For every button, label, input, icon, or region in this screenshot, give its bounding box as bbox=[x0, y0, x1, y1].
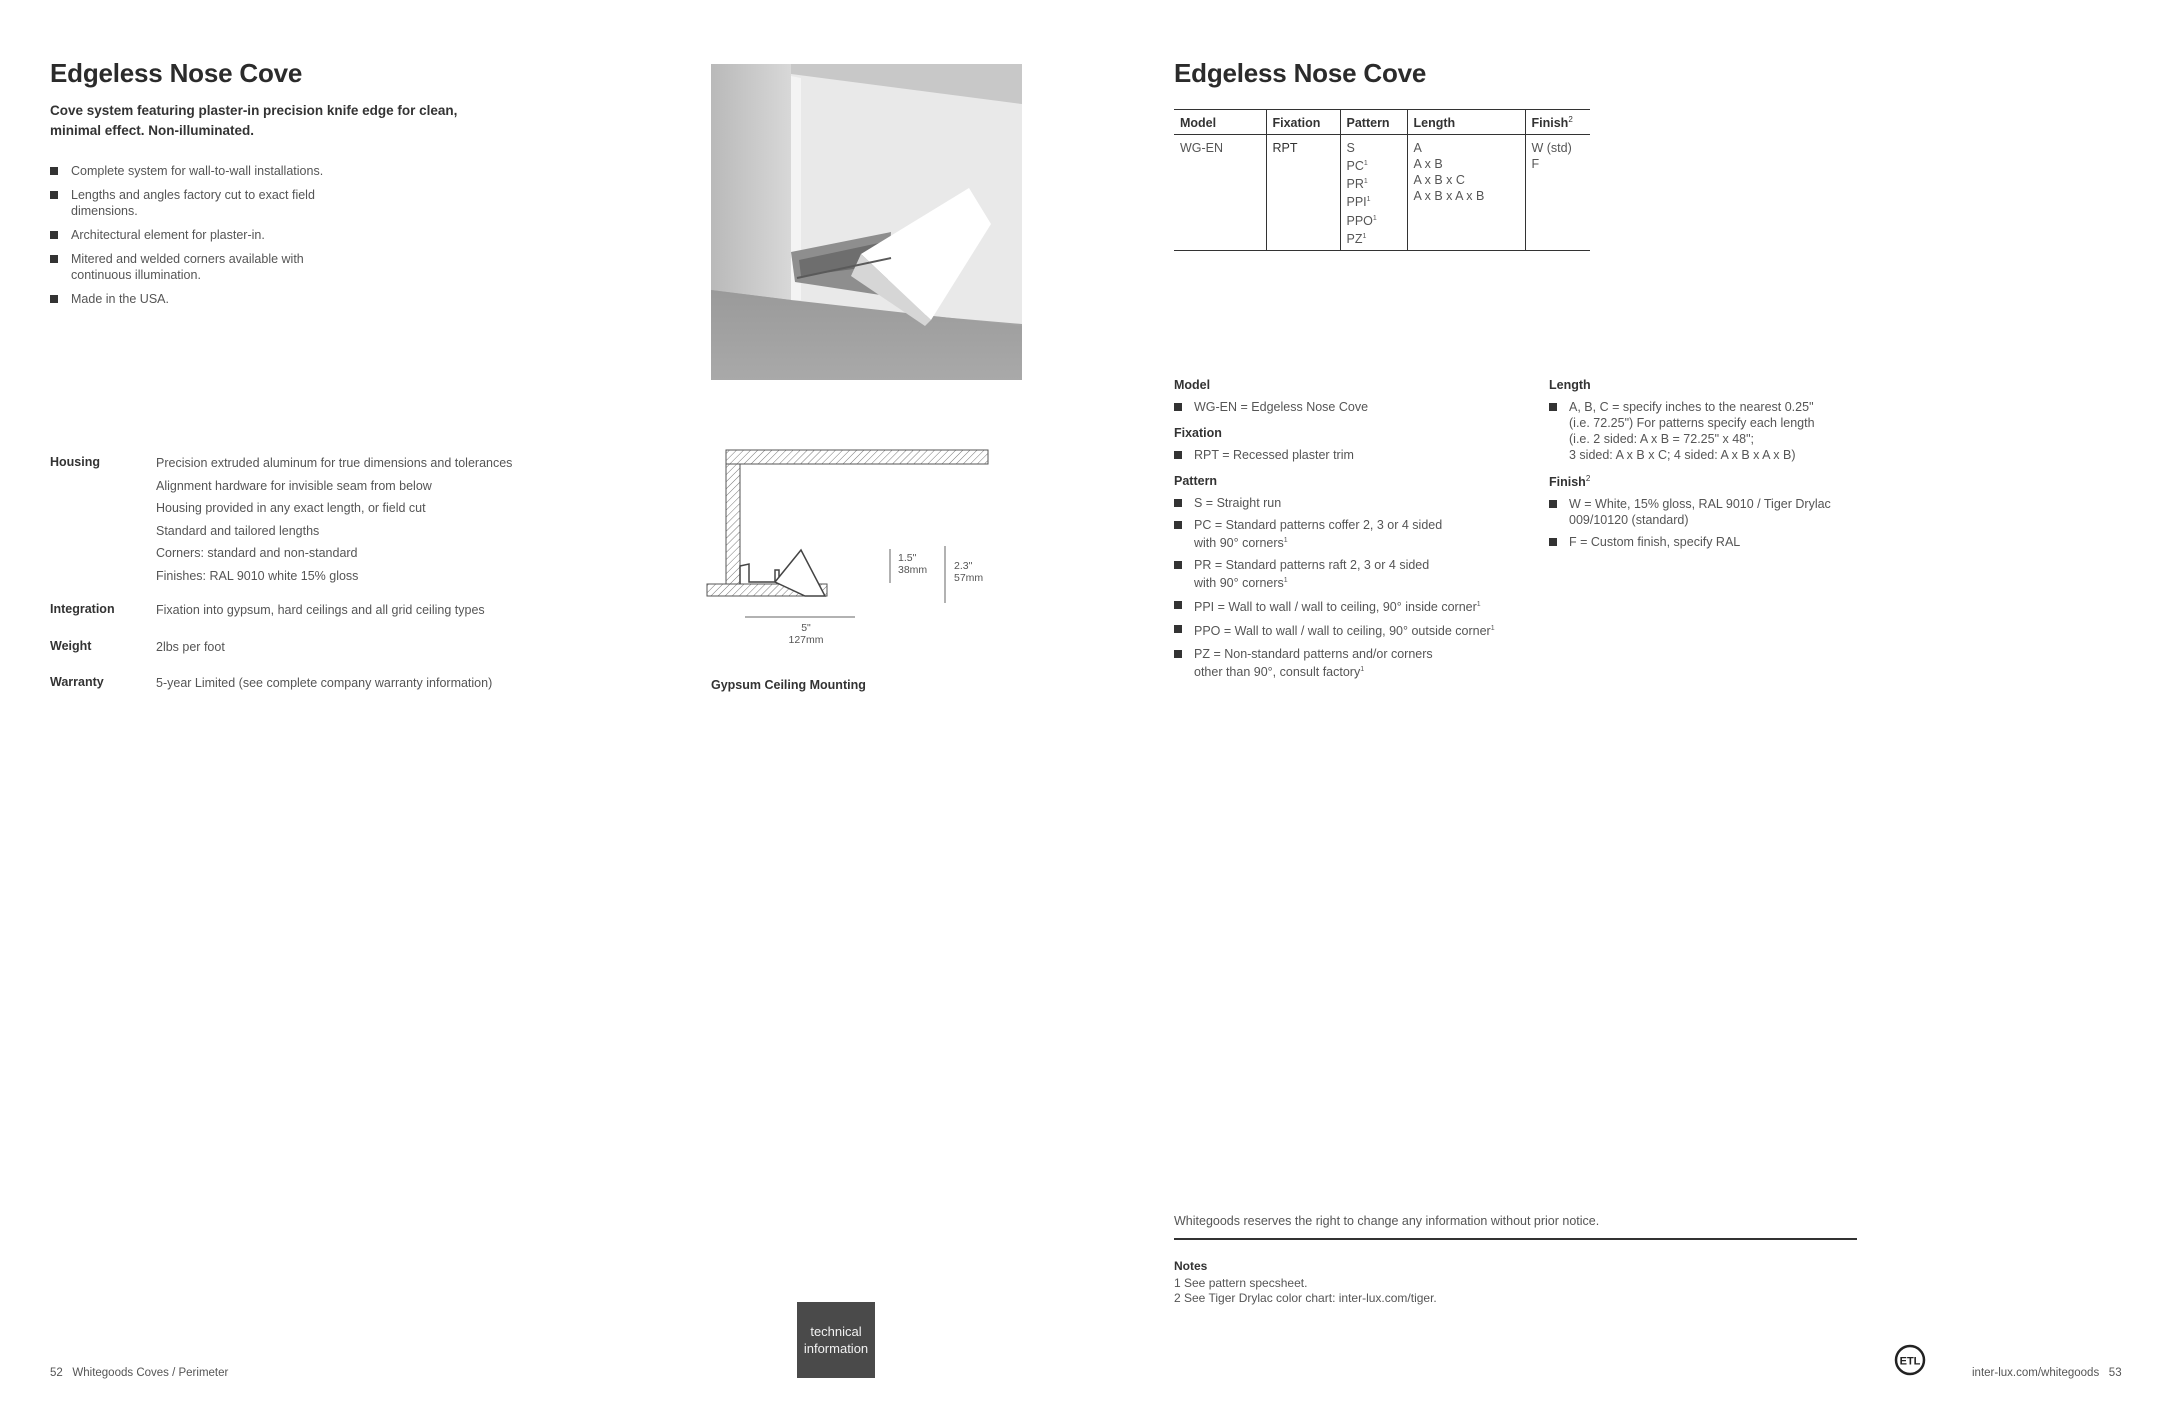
cell-length: A A x B A x B x C A x B x A x B bbox=[1407, 135, 1525, 251]
feature-item: Made in the USA. bbox=[50, 291, 390, 307]
legend-item: PPO = Wall to wall / wall to ceiling, 90° outside corner$^1$ bbox=[1174, 621, 1514, 639]
col-fixation: Fixation bbox=[1266, 110, 1340, 135]
table-header-row bbox=[1174, 110, 1590, 135]
spec-value: 2lbs per foot bbox=[156, 639, 225, 654]
cross-section-drawing bbox=[705, 446, 1005, 656]
feature-item: Architectural element for plaster-in. bbox=[50, 227, 390, 243]
spec-value: 5-year Limited (see complete company warranty information) bbox=[156, 676, 493, 690]
spec-value: Precision extruded aluminum for true dimensions and tolerances bbox=[156, 456, 513, 470]
cell-model: WG-EN bbox=[1174, 135, 1266, 251]
tab-label: information bbox=[803, 1341, 869, 1356]
legend-item: PPI = Wall to wall / wall to ceiling, 90° inside corner$^1$ bbox=[1174, 597, 1514, 615]
table-row bbox=[1174, 135, 1590, 251]
spec-value: Standard and tailored lengths bbox=[156, 523, 320, 538]
spec-value: Fixation into gypsum, hard ceilings and all grid ceiling types bbox=[156, 603, 485, 617]
technical-information-tab[interactable] bbox=[797, 1302, 875, 1378]
etl-mark-text: ETL bbox=[1899, 1355, 1921, 1368]
spec-value: Corners: standard and non-standard bbox=[156, 546, 358, 560]
dim-mm: 127mm bbox=[788, 634, 824, 646]
dimension-height-inner bbox=[898, 552, 927, 576]
dimension-width bbox=[786, 622, 826, 646]
spec-value: Alignment hardware for invisible seam from below bbox=[156, 478, 432, 493]
spec-label: Weight bbox=[50, 638, 92, 653]
subtitle-line: minimal effect. Non-illuminated. bbox=[50, 123, 255, 138]
col-length: Length bbox=[1407, 110, 1525, 135]
notes bbox=[1174, 1259, 1437, 1306]
cell-finish: W (std) F bbox=[1525, 135, 1590, 251]
legend-heading-length: Length bbox=[1549, 378, 1591, 392]
legend-item: PZ = Non-standard patterns and/or corners other than 90°, consult factory$^1$ bbox=[1174, 646, 1514, 680]
diagram-caption: Gypsum Ceiling Mounting bbox=[711, 678, 866, 692]
legend-heading-model: Model bbox=[1174, 378, 1211, 392]
left-footer bbox=[50, 1367, 228, 1379]
feature-item: Complete system for wall-to-wall installations. bbox=[50, 163, 390, 179]
legend-list bbox=[1549, 496, 1869, 550]
page-number: 52 bbox=[50, 1367, 63, 1379]
notes-heading: Notes bbox=[1174, 1259, 1208, 1273]
footer-section: Whitegoods Coves / Perimeter bbox=[72, 1367, 229, 1379]
legend-item: RPT = Recessed plaster trim bbox=[1174, 447, 1514, 463]
note-item: 2 See Tiger Drylac color chart: inter-lux.com/tiger. bbox=[1174, 1291, 1437, 1305]
cell-pattern: S $PC^1$ $PR^1$ PPI$^1$ PPO$^1$ $PZ^1$ bbox=[1340, 135, 1407, 251]
dim-mm: 38mm bbox=[898, 564, 928, 576]
legend-column-left bbox=[1174, 378, 1514, 691]
legend-heading-fixation: Fixation bbox=[1174, 426, 1222, 440]
ordering-table bbox=[1174, 109, 1590, 251]
legend-list bbox=[1174, 495, 1514, 680]
dim-mm: 57mm bbox=[954, 572, 984, 584]
legend-item: A, B, C = specify inches to the nearest 0.25" (i.e. 72.25") For patterns specify each length (i.e. 2 sided: A x B = 72.25" x 48"; 3 sided: A x B x C; 4 sided: A x B x A x B) bbox=[1549, 399, 1869, 463]
feature-list bbox=[50, 163, 390, 315]
legend-item: F = Custom finish, specify RAL bbox=[1549, 534, 1869, 550]
tab-label: technical bbox=[810, 1324, 862, 1339]
spec-row-housing bbox=[50, 455, 670, 590]
feature-item: Lengths and angles factory cut to exact field dimensions. bbox=[50, 187, 390, 219]
subtitle-line: Cove system featuring plaster-in precision knife edge for clean, bbox=[50, 103, 458, 118]
col-finish: Finish$^2$ bbox=[1525, 110, 1590, 135]
footer-url[interactable]: inter-lux.com/whitegoods bbox=[1972, 1367, 2100, 1379]
spec-label: Housing bbox=[50, 455, 100, 469]
legend-item: W = White, 15% gloss, RAL 9010 / Tiger Drylac 009/10120 (standard) bbox=[1549, 496, 1869, 528]
dim-inches: 5" bbox=[801, 622, 811, 634]
etl-certification-icon bbox=[1893, 1343, 1927, 1377]
dim-inches: 2.3" bbox=[954, 560, 973, 572]
spec-value: Finishes: RAL 9010 white 15% gloss bbox=[156, 568, 359, 583]
mounting-diagram bbox=[705, 446, 1005, 656]
legend-heading-pattern: Pattern bbox=[1174, 474, 1218, 488]
legend-column-right bbox=[1549, 378, 1869, 561]
right-footer bbox=[1972, 1367, 2122, 1379]
spec-value: Housing provided in any exact length, or field cut bbox=[156, 501, 426, 515]
product-photo bbox=[711, 64, 1022, 380]
legend-item: WG-EN = Edgeless Nose Cove bbox=[1174, 399, 1514, 415]
spec-label: Warranty bbox=[50, 675, 104, 689]
spec-row-integration bbox=[50, 602, 670, 625]
spec-table bbox=[50, 455, 670, 712]
col-pattern: Pattern bbox=[1340, 110, 1407, 135]
disclaimer: Whitegoods reserves the right to change any information without prior notice. bbox=[1174, 1214, 1600, 1228]
legend-item: S = Straight run bbox=[1174, 495, 1514, 511]
spec-row-warranty bbox=[50, 675, 670, 698]
spec-values bbox=[156, 455, 512, 590]
dimension-height-outer bbox=[954, 560, 983, 584]
feature-item: Mitered and welded corners available with continuous illumination. bbox=[50, 251, 390, 283]
right-page-title: Edgeless Nose Cove bbox=[1174, 58, 1427, 88]
spec-label: Integration bbox=[50, 602, 115, 616]
legend-list bbox=[1549, 399, 1869, 463]
legend-list bbox=[1174, 447, 1514, 463]
col-model: Model bbox=[1174, 110, 1266, 135]
legend-item: PC = Standard patterns coffer 2, 3 or 4 sided with 90° corners$^1$ bbox=[1174, 517, 1514, 551]
product-subtitle bbox=[50, 101, 457, 141]
legend-list bbox=[1174, 399, 1514, 415]
product-photo-illustration bbox=[711, 64, 1022, 380]
note-item: 1 See pattern specsheet. bbox=[1174, 1276, 1308, 1290]
left-page-title: Edgeless Nose Cove bbox=[50, 58, 303, 88]
cell-fixation: RPT bbox=[1266, 135, 1340, 251]
dim-inches: 1.5" bbox=[898, 552, 917, 564]
legend-item: PR = Standard patterns raft 2, 3 or 4 sided with 90° corners$^1$ bbox=[1174, 557, 1514, 591]
legend-heading-finish: Finish$^2$ bbox=[1549, 474, 1591, 490]
divider bbox=[1174, 1238, 1857, 1240]
page-number: 53 bbox=[2108, 1367, 2122, 1379]
spec-row-weight bbox=[50, 639, 670, 662]
